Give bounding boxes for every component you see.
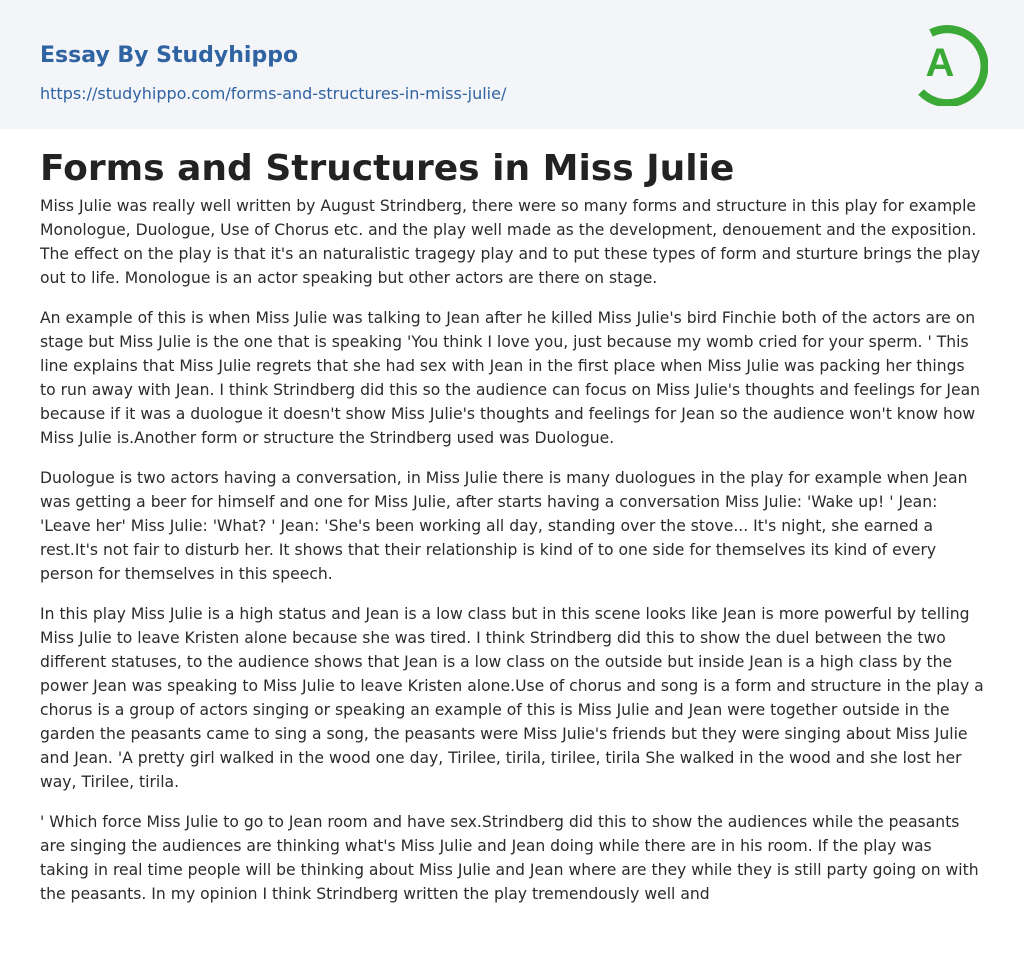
logo-letter: A <box>925 41 955 85</box>
site-brand[interactable]: Essay By Studyhippo <box>40 43 299 68</box>
page-title: Forms and Structures in Miss Julie <box>40 148 735 189</box>
essay-paragraph: Duologue is two actors having a conversation, in Miss Julie there is many duologues in the play for example when Jean was getting a beer for himself and one for Miss Julie, after starts having a conversation Miss Julie: 'Wake up! ' Jean: 'Leave her' Miss Julie: 'What? ' Jean: 'She's been working all day, standing over the stove... It's night, she earned a rest.It's not fair to disturb her. It shows that their relationship is kind of to one side for themselves its kind of every person for themselves in this speech. <box>40 469 968 583</box>
essay-paragraph: ' Which force Miss Julie to go to Jean room and have sex.Strindberg did this to show the audiences while the peasants are singing the audiences are thinking what's Miss Julie and Jean doing while there are in his room. If the play was taking in real time people will be thinking about Miss Julie and Jean where are they while they is still party going on with the peasants. In my opinion I think Strindberg written the play tremendously well and <box>40 813 979 903</box>
essay-paragraph: Miss Julie was really well written by August Strindberg, there were so many forms and structure in this play for example Monologue, Duologue, Use of Chorus etc. and the play well made as the development, denouement and the exposition. The effect on the play is that it's an naturalistic tragegy play and to put these types of form and sturture brings the play out to life. Monologue is an actor speaking but other actors are there on stage. <box>40 197 981 287</box>
essay-paragraph: An example of this is when Miss Julie was talking to Jean after he killed Miss Julie's bird Finchie both of the actors are on stage but Miss Julie is the one that is speaking 'You think I love you, just because my womb cried for your sperm. ' This line explains that Miss Julie regrets that she had sex with Jean in the first place when Miss Julie was packing her things to run away with Jean. I think Strindberg did this so the audience can focus on Miss Julie's thoughts and feelings for Jean because if it was a duologue it doesn't show Miss Julie's thoughts and feelings for Jean so the audience won't know how Miss Julie is.Another form or structure the Strindberg used was Duologue. <box>40 309 981 447</box>
logo-ring-icon <box>910 18 988 106</box>
essay-body <box>40 194 984 922</box>
essay-paragraph: In this play Miss Julie is a high status and Jean is a low class but in this scene looks like Jean is more powerful by telling Miss Julie to leave Kristen alone because she was tired. I think Strindberg did this to show the duel between the two different statuses, to the audience shows that Jean is a low class on the outside but inside Jean is a high class by the power Jean was speaking to Miss Julie to leave Kristen alone.Use of chorus and song is a form and structure in the play a chorus is a group of actors singing or speaking an example of this is Miss Julie and Jean were together outside in the garden the peasants came to sing a song, the peasants were Miss Julie's friends but they were singing about Miss Julie and Jean. 'A pretty girl walked in the wood one day, Tirilee, tirila, tirilee, tirila She walked in the wood and she lost her way, Tirilee, tirila. <box>40 605 984 791</box>
studyhippo-logo[interactable] <box>910 18 988 106</box>
essay-url-link[interactable]: https://studyhippo.com/forms-and-structures-in-miss-julie/ <box>40 84 507 103</box>
